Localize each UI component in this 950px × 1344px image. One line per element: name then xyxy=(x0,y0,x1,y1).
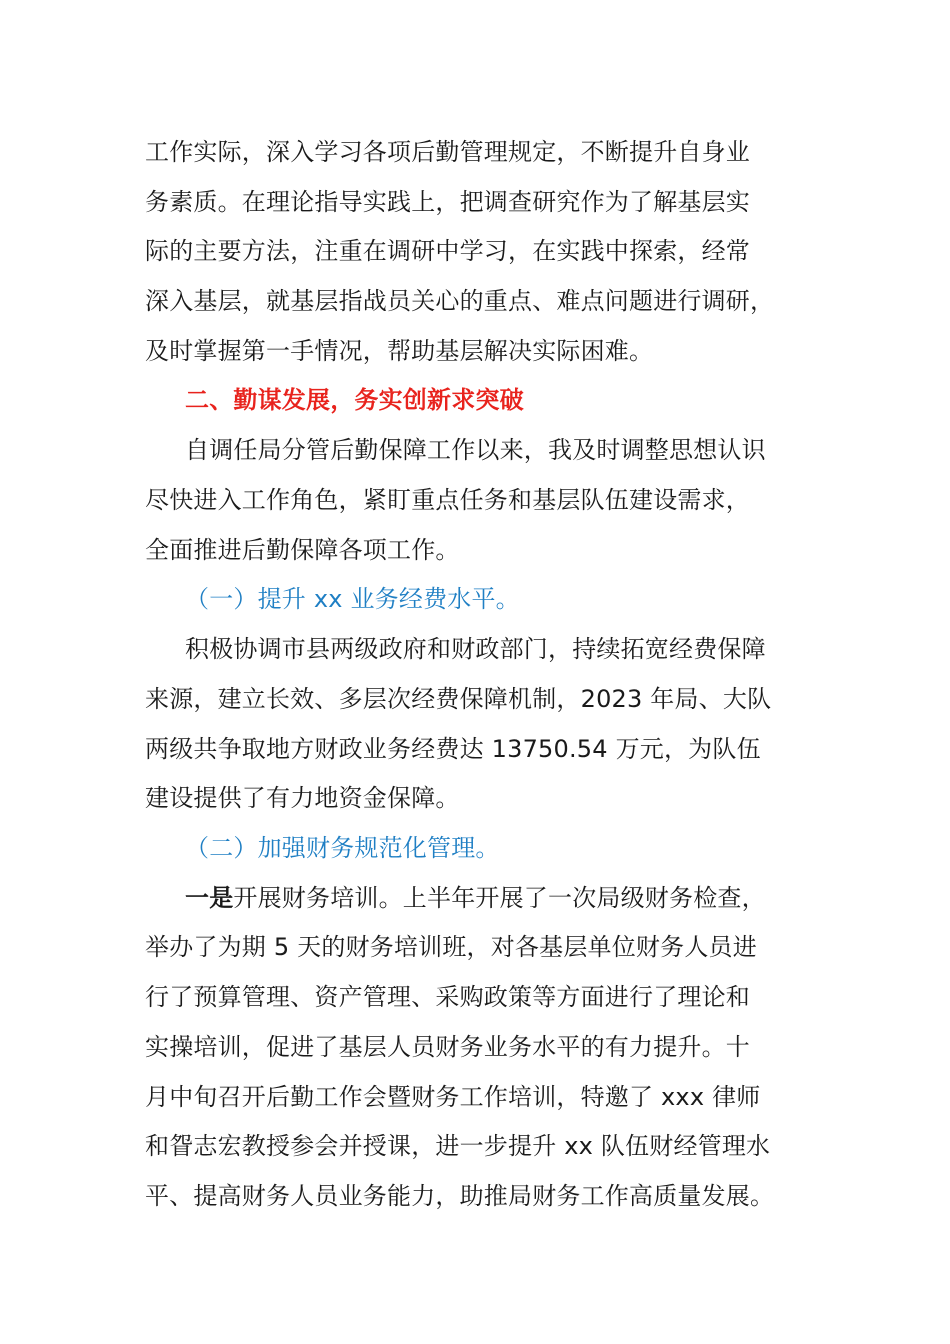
body-text-line: 深入基层，就基层指战员关心的重点、难点问题进行调研， xyxy=(145,287,775,315)
body-text-line: 两级共争取地方财政业务经费达 13750.54 万元，为队伍 xyxy=(145,735,761,763)
body-text-line: 及时掌握第一手情况，帮助基层解决实际困难。 xyxy=(145,337,654,365)
body-text-line: 务素质。在理论指导实践上，把调查研究作为了解基层实 xyxy=(145,188,750,216)
body-text-line: 来源，建立长效、多层次经费保障机制，2023 年局、大队 xyxy=(145,685,772,713)
body-text-line: 建设提供了有力地资金保障。 xyxy=(145,784,460,812)
body-text-line: 全面推进后勤保障各项工作。 xyxy=(145,536,460,564)
lead-label: 一是 xyxy=(185,884,234,912)
body-text-line: 举办了为期 5 天的财务培训班，对各基层单位财务人员进 xyxy=(145,933,757,961)
body-text-line: 实操培训，促进了基层人员财务业务水平的有力提升。十 xyxy=(145,1033,750,1061)
body-text-line: 际的主要方法，注重在调研中学习，在实践中探索，经常 xyxy=(145,237,750,265)
body-text-line: 自调任局分管后勤保障工作以来，我及时调整思想认识 xyxy=(185,436,766,464)
subsection-heading: （一）提升 xx 业务经费水平。 xyxy=(185,585,520,613)
body-text-line: 平、提高财务人员业务能力，助推局财务工作高质量发展。 xyxy=(145,1182,775,1210)
body-text-line: 月中旬召开后勤工作会暨财务工作培训，特邀了 xxx 律师 xyxy=(145,1083,761,1111)
body-text-line: 和眢志宏教授参会并授课，进一步提升 xx 队伍财经管理水 xyxy=(145,1132,771,1160)
body-text-line: 行了预算管理、资产管理、采购政策等方面进行了理论和 xyxy=(145,983,750,1011)
body-text-line xyxy=(185,880,805,916)
body-text-line: 积极协调市县两级政府和财政部门，持续拓宽经费保障 xyxy=(185,635,766,663)
body-text-line: 工作实际，深入学习各项后勤管理规定，不断提升自身业 xyxy=(145,138,750,166)
body-text-line: 尽快进入工作角色，紧盯重点任务和基层队伍建设需求， xyxy=(145,486,750,514)
lead-text: 开展财务培训。上半年开展了一次局级财务检查， xyxy=(233,884,766,912)
section-heading: 二、勤谋发展，务实创新求突破 xyxy=(185,386,524,414)
subsection-heading: （二）加强财务规范化管理。 xyxy=(185,834,500,862)
